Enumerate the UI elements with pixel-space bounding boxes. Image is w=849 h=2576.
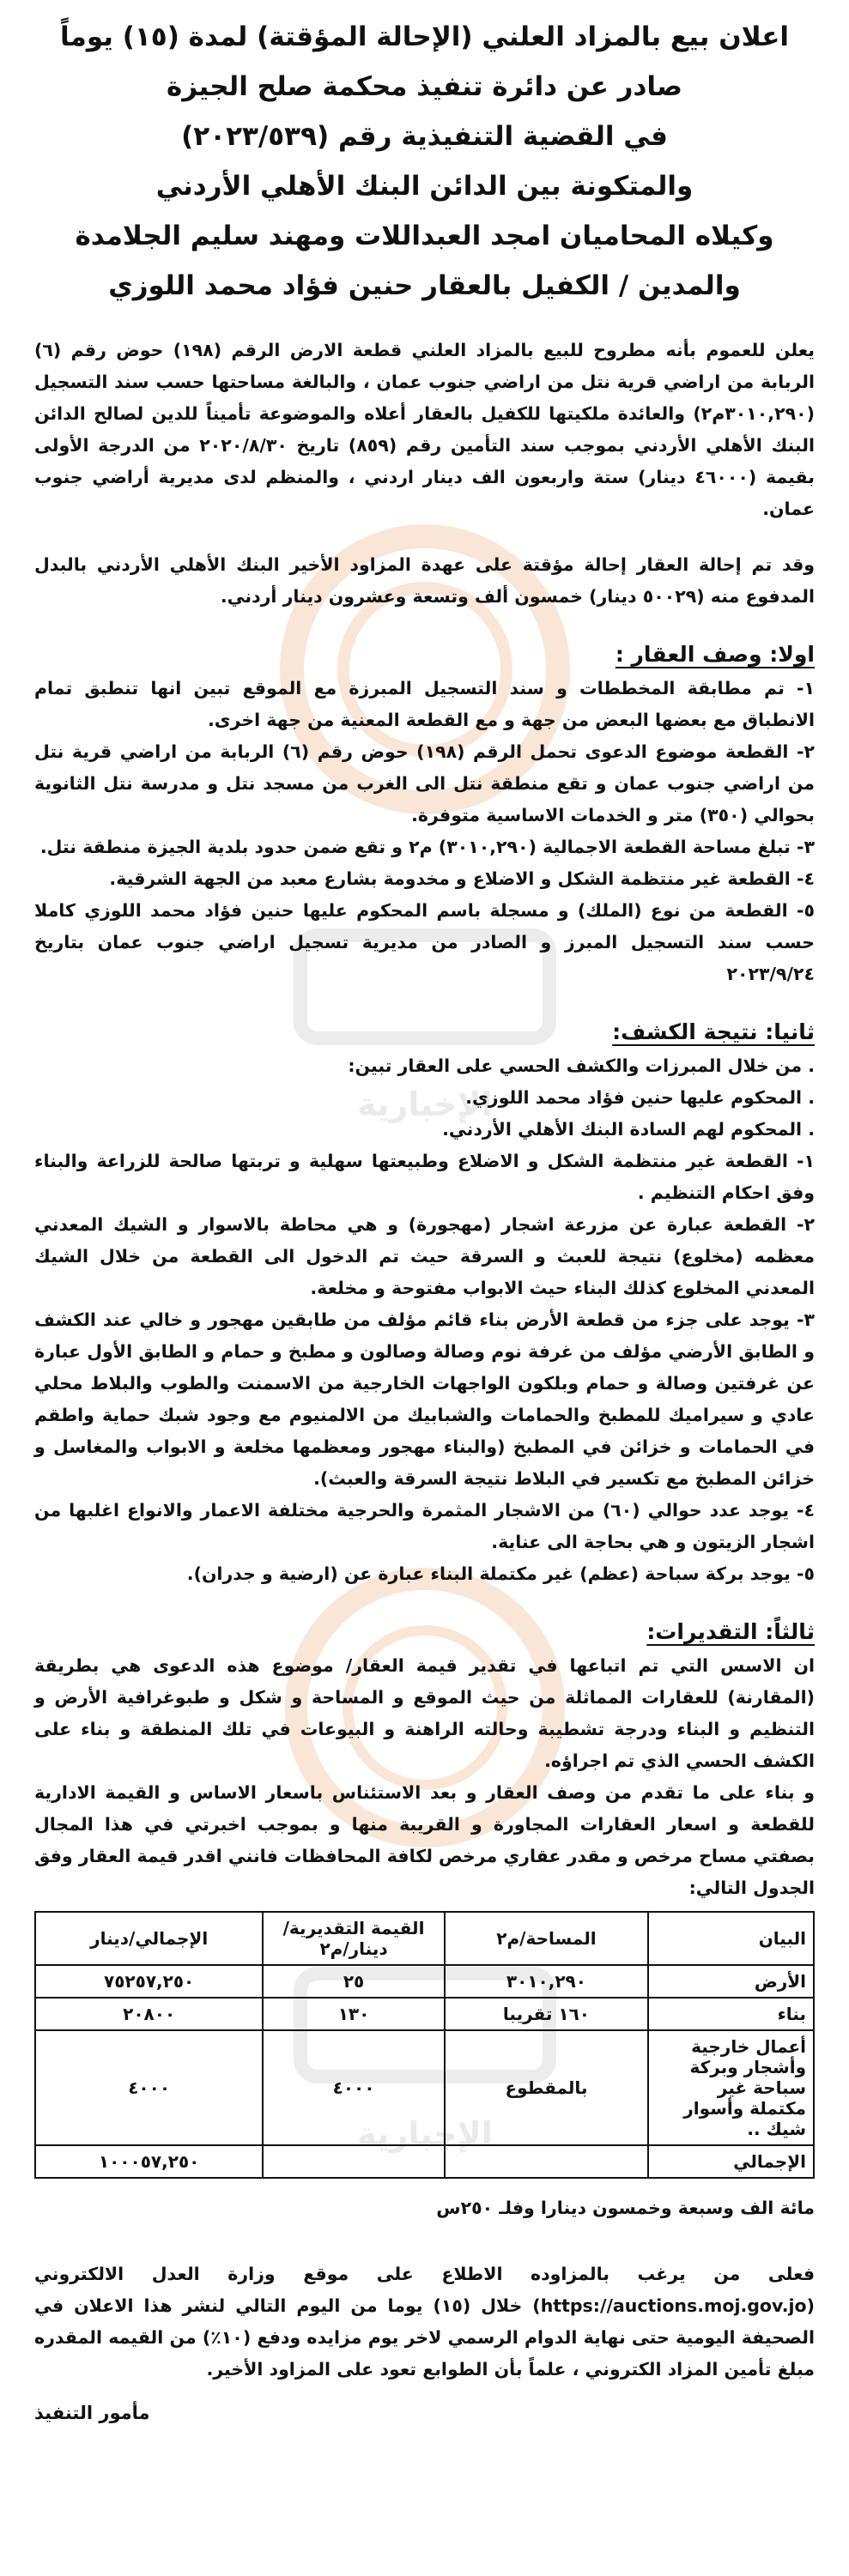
inspection-item: ٢- القطعة عبارة عن مزرعة اشجار (مهجورة) و هي محاطة بالاسوار و الشيك المعدني معظمه (مخلوع) نتيجة للعبث و السرقة حيث تم الدخول الى القطعة من خلال الشيك المعدني المخلوع كذلك البناء حيث الابواب مفتوحة و مخلعة. — [34, 1214, 815, 1298]
watermark-text-2: الإخبارية — [357, 2115, 493, 2153]
total-in-words: مائة الف وسبعة وخمسون دينارا وفلـ ٢٥٠س — [436, 2198, 815, 2218]
row-area: ٣٠١٠,٢٩٠ — [445, 1965, 648, 1998]
title-line: وكيلاه المحاميان امجد العبداللات ومهند سليم الجلامدة — [75, 221, 774, 251]
inspection-item: ١- القطعة غير منتظمة الشكل و الاضلاع وطبيعتها سهلية و تربتها صالحة للزراعة والبناء وفق احكام التنظيم . — [34, 1151, 815, 1203]
section-heading-valuations: ثالثاً: التقديرات: — [646, 1619, 815, 1644]
row-unit-value: ١٣٠ — [263, 1998, 445, 2030]
row-statement: أعمال خارجية وأشجار وبركة سباحة غير مكتملة وأسوار شيك .. — [648, 2030, 814, 2145]
total-empty-cell — [445, 2145, 648, 2178]
ad-title — [34, 12, 815, 311]
referral-paragraph: وقد تم إحالة العقار إحالة مؤقتة على عهدة المزاود الأخير البنك الأهلي الأردني بالبدل المدفوع منه (٥٠٠٢٩ دينار) خمسون ألف وتسعة وعشرون دينار أردني. — [34, 554, 815, 607]
row-unit-value: ٤٠٠٠ — [263, 2030, 445, 2145]
closing-paragraph: فعلى من يرغب بالمزاوده الاطلاع على موقع وزارة العدل الالكتروني (https://auctions.moj.gov.jo) خلال (١٥) يوما من اليوم التالي لنشر هذا الاعلان في الصحيفة اليومية حتى نهاية الدوام الرسمي لاخر يوم مزايده ودفع (١٠٪) من القيمه المقدره مبلغ تأمين المزاد الكتروني ، علماً بأن الطوابع تعود على المزاود الأخير. — [34, 2264, 815, 2379]
header-statement: البيان — [648, 1912, 814, 1965]
section-heading-property-description: اولا: وصف العقار : — [615, 642, 815, 667]
row-statement: بناء — [648, 1998, 814, 2030]
description-item: ٢- القطعة موضوع الدعوى تحمل الرقم (١٩٨) حوض رقم (٦) الربابة من اراضي قرية نتل من اراضي جنوب عمان و تقع منطقة نتل الى الغرب من مسجد نتل و مدرسة نتل الثانوية بحوالي (٣٥٠) متر و الخدمات الاساسية متوفرة. — [34, 741, 816, 825]
title-line: صادر عن دائرة تنفيذ محكمة صلح الجيزة — [166, 71, 683, 102]
row-statement: الأرض — [648, 1965, 814, 1998]
valuation-basis-paragraph: ان الاسس التي تم اتباعها في تقدير قيمة العقار/ موضوع هذه الدعوى هي بطريقة (المقارنة) للعقارات المماثلة من حيث الموقع و المساحة و شكل و طبوغرافية الأرض و التنظيم و البناء ودرجة تشطيبة وحالته الراهنة و البيوعات في تلك المنطقة و بناء على الكشف الحسي الذي تم اجراؤه. — [34, 1655, 815, 1771]
total-empty-cell — [263, 2145, 445, 2178]
description-item: ٥- القطعة من نوع (الملك) و مسجلة باسم المحكوم عليها حنين فؤاد محمد اللوزي كاملا حسب سند التسجيل المبرز و الصادر من مديرية تسجيل اراضي جنوب عمان بتاريخ ٢٠٢٣/٩/٢٤ — [34, 900, 815, 984]
row-area: ١٦٠ تقريبا — [445, 1998, 648, 2030]
row-area: بالمقطوع — [445, 2030, 648, 2145]
inspection-item: ٥- يوجد بركة سباحة (عظم) غير مكتملة البناء عبارة عن (ارضية و جدران). — [186, 1563, 815, 1584]
valuation-table — [34, 1911, 815, 2179]
description-item: ٣- تبلغ مساحة القطعة الاجمالية (٣٠١٠,٢٩٠) م٢ و تقع ضمن حدود بلدية الجيزة منطقة نتل. — [39, 837, 815, 857]
table-row — [35, 2030, 814, 2145]
description-item: ٤- القطعة غير منتظمة الشكل و الاضلاع و مخدومة بشارع معبد من الجهة الشرقية. — [109, 868, 815, 889]
title-line: اعلان بيع بالمزاد العلني (الإحالة المؤقتة) لمدة (١٥) يوماً — [60, 21, 789, 52]
watermark-text: الإخبارية — [357, 1085, 493, 1123]
total-value: ١٠٠٠٥٧,٢٥٠ — [35, 2145, 263, 2178]
inspection-item: . من خلال المبرزات والكشف الحسي على العقار تبين: — [348, 1055, 815, 1076]
title-line: والمتكونة بين الدائن البنك الأهلي الأردني — [155, 171, 694, 202]
section-heading-inspection-result: ثانيا: نتيجة الكشف: — [612, 1019, 815, 1044]
header-area: المساحة/م٢ — [445, 1912, 648, 1965]
header-unit-value: القيمة التقديرية/دينار/م٢ — [263, 1912, 445, 1965]
total-label: الإجمالي — [648, 2145, 814, 2178]
row-total: ٧٥٢٥٧,٢٥٠ — [35, 1965, 263, 1998]
title-line: والمدين / الكفيل بالعقار حنين فؤاد محمد اللوزي — [108, 270, 741, 301]
valuation-estimate-paragraph: و بناء على ما تقدم من وصف العقار و بعد الاستئناس باسعار الاساس و القيمة الادارية للقطعة و اسعار العقارات المجاورة و القريبة منها و بموجب اخبرتي في هذا المجال بصفتي مساح مرخص و مقدر عقاري مرخص لكافة المحافظات فانني اقدر قيمة العقار وفق الجدول التالي: — [34, 1782, 815, 1898]
header-total: الإجمالي/دينار — [35, 1912, 263, 1965]
row-total: ٢٠٨٠٠ — [35, 1998, 263, 2030]
table-total-row — [35, 2145, 814, 2178]
inspection-item: . المحكوم لهم السادة البنك الأهلي الأردني. — [442, 1119, 815, 1140]
table-header-row — [35, 1912, 814, 1965]
table-row — [35, 1965, 814, 1998]
title-line: في القضية التنفيذية رقم (٢٠٢٣/٥٣٩) — [181, 121, 668, 152]
inspection-item: ٣- يوجد على جزء من قطعة الأرض بناء قائم مؤلف من طابقين مهجور و خالي عند الكشف و الطابق الأرضي مؤلف من غرفة نوم وصالة وصالون و مطبخ و حمام و الطابق الأول عبارة عن غرفتين وصالة و حمام وبلكون الواجهات الخارجية من الاسمنت والطوب والبلاط محلي عادي و سيراميك للمطبخ والحمامات والشبابيك من الالمنيوم مع وجود شبك حماية واطقم في الحمامات و خزائن في المطبخ (والبناء مهجور ومعظمها مخلعة و الابواب والمغاسل و خزائن المطبخ مع تكسير في البلاط نتيجة السرقة والعبث). — [34, 1309, 815, 1489]
inspection-item: . المحكوم عليها حنين فؤاد محمد اللوزي. — [465, 1087, 815, 1108]
inspection-item: ٤- يوجد عدد حوالي (٦٠) من الاشجار المثمرة والحرجية مختلفة الاعمار والانواع اغلبها من اشجار الزيتون و هي بحاجة الى عناية. — [34, 1500, 815, 1552]
intro-paragraph: يعلن للعموم بأنه مطروح للبيع بالمزاد العلني قطعة الارض الرقم (١٩٨) حوض رقم (٦) الربابة من اراضي قرية نتل من اراضي جنوب عمان ، والبالغة مساحتها حسب سند التسجيل (٣٠١٠,٢٩٠م٢) والعائدة ملكيتها للكفيل بالعقار أعلاه والموضوعة تأميناً للدين لصالح الدائن البنك الأهلي الأردني بموجب سند التأمين رقم (٨٥٩) تاريخ ٢٠٢٠/٨/٣٠ من الدرجة الأولى بقيمة (٤٦٠٠٠ دينار) ستة واربعون الف دينار اردني ، والمنظم لدى مديرية أراضي جنوب عمان. — [34, 340, 816, 519]
description-item: ١- تم مطابقة المخططات و سند التسجيل المبرزة مع الموقع تبين انها تنطبق تمام الانطباق مع بعضها البعض من جهة و مع القطعة المعنية من جهة اخرى. — [34, 678, 815, 730]
signature-execution-officer: مأمور التنفيذ — [34, 2403, 150, 2423]
row-unit-value: ٢٥ — [263, 1965, 445, 1998]
row-total: ٤٠٠٠ — [35, 2030, 263, 2145]
ad-content — [34, 12, 815, 2428]
table-row — [35, 1998, 814, 2030]
